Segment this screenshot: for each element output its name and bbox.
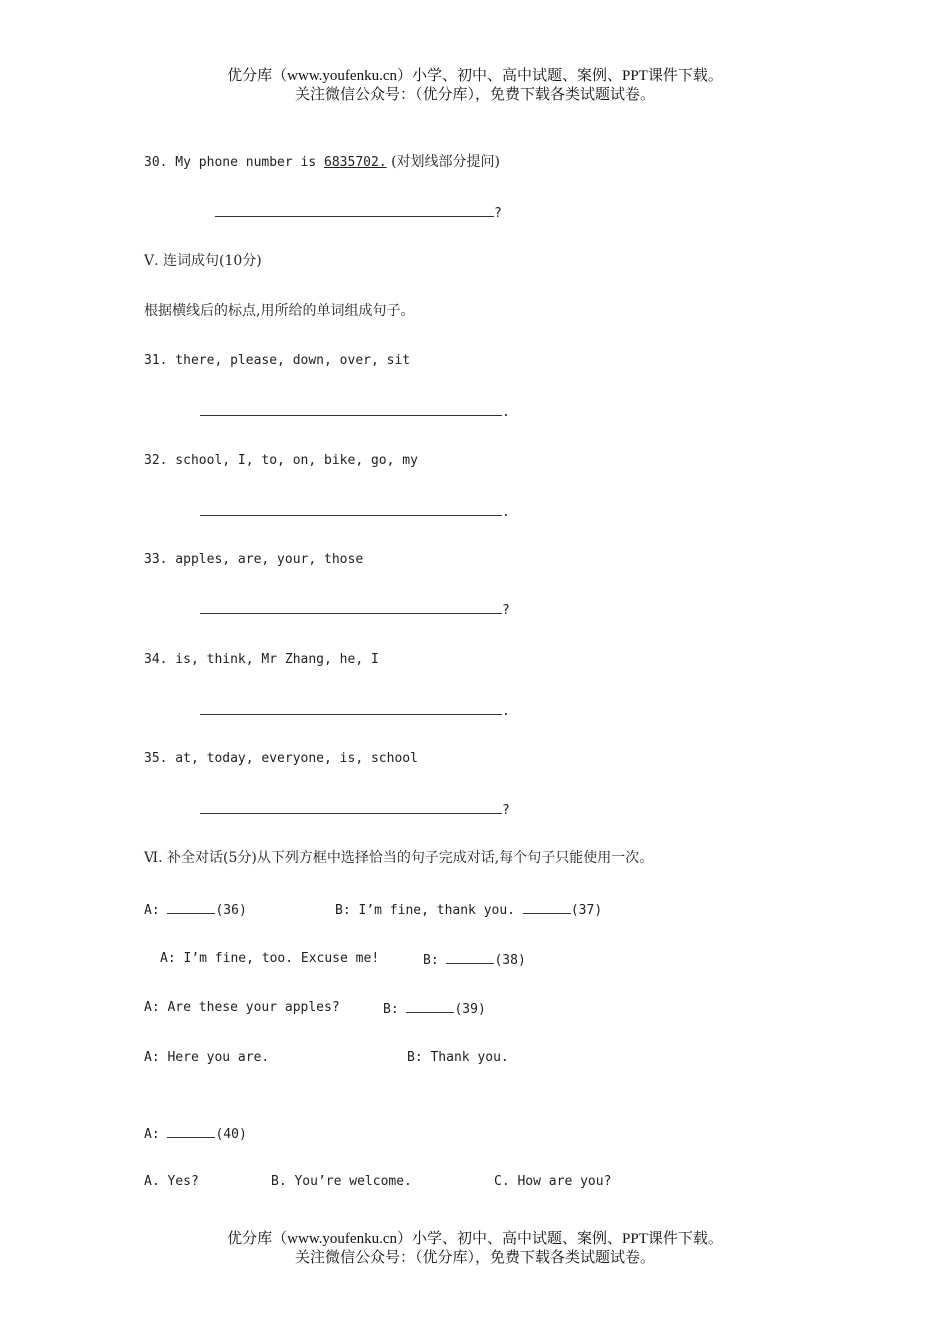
answer-line-31[interactable] xyxy=(200,402,510,422)
option-a: A. Yes? xyxy=(144,1174,199,1189)
dialogue-blank-37[interactable] xyxy=(523,900,571,914)
speaker-label: A: xyxy=(144,1127,168,1142)
blank-number: (40) xyxy=(215,1127,247,1142)
end-mark: ? xyxy=(502,603,510,618)
answer-blank[interactable] xyxy=(200,402,502,416)
answer-blank[interactable] xyxy=(200,502,502,516)
question-32: 32. school, I, to, on, bike, go, my xyxy=(144,453,418,468)
speaker-label: B: xyxy=(383,1002,407,1017)
dialogue-blank-36[interactable] xyxy=(167,900,215,914)
answer-blank[interactable] xyxy=(215,203,494,217)
blank-number: (37) xyxy=(570,903,603,918)
end-mark: . xyxy=(502,405,510,420)
end-mark: ? xyxy=(502,803,510,818)
end-mark: ? xyxy=(494,206,502,221)
dialogue-line-4a: A: Here you are. xyxy=(144,1050,270,1065)
answer-blank[interactable] xyxy=(200,701,502,715)
dialogue-line-2b xyxy=(423,950,526,970)
footer-line-2: 关注微信公众号：（优分库），免费下载各类试题试卷。 xyxy=(294,1250,655,1266)
speaker-label: B: xyxy=(423,953,447,968)
dialogue-text: B: I’m fine, thank you. xyxy=(335,903,523,918)
dialogue-line-4b: B: Thank you. xyxy=(407,1050,509,1065)
question-35: 35. at, today, everyone, is, school xyxy=(144,751,418,766)
question-30-suffix: (对划线部分提问) xyxy=(386,154,501,170)
answer-blank[interactable] xyxy=(200,600,502,614)
section-5-instruction: 根据横线后的标点,用所给的单词组成句子。 xyxy=(144,303,415,319)
end-mark: . xyxy=(502,505,510,520)
dialogue-line-1b xyxy=(335,900,602,920)
question-30-underlined: 6835702. xyxy=(324,155,387,170)
dialogue-blank-40[interactable] xyxy=(167,1124,215,1138)
end-mark: . xyxy=(502,704,510,719)
question-33: 33. apples, are, your, those xyxy=(144,552,364,567)
answer-line-34[interactable] xyxy=(200,701,510,721)
dialogue-line-3b xyxy=(383,999,486,1019)
page-footer xyxy=(0,1230,950,1268)
header-line-2: 关注微信公众号：（优分库），免费下载各类试题试卷。 xyxy=(294,87,655,103)
option-b: B. You’re welcome. xyxy=(271,1174,412,1189)
section-5-title: Ⅴ. 连词成句(10分) xyxy=(144,253,262,269)
dialogue-line-5 xyxy=(144,1124,247,1144)
answer-line-30[interactable] xyxy=(215,203,502,223)
dialogue-line-2a: A: I’m fine, too. Excuse me! xyxy=(160,951,380,966)
header-line-1: 优分库（www.youfenku.cn）小学、初中、高中试题、案例、PPT课件下载。 xyxy=(227,68,723,84)
dialogue-line-1a xyxy=(144,900,247,920)
answer-line-32[interactable] xyxy=(200,502,510,522)
answer-blank[interactable] xyxy=(200,800,502,814)
speaker-label: A: xyxy=(144,903,168,918)
question-30-prefix: 30. My phone number is xyxy=(144,155,325,170)
page-header xyxy=(0,67,950,105)
dialogue-blank-38[interactable] xyxy=(446,950,494,964)
blank-number: (38) xyxy=(494,953,526,968)
question-34: 34. is, think, Mr Zhang, he, I xyxy=(144,652,379,667)
question-31: 31. there, please, down, over, sit xyxy=(144,353,411,368)
dialogue-line-3a: A: Are these your apples? xyxy=(144,1000,340,1015)
blank-number: (39) xyxy=(454,1002,486,1017)
question-30 xyxy=(144,153,500,172)
dialogue-blank-39[interactable] xyxy=(406,999,454,1013)
option-c: C. How are you? xyxy=(494,1174,612,1189)
answer-line-35[interactable] xyxy=(200,800,510,820)
section-6-title: Ⅵ. 补全对话(5分)从下列方框中选择恰当的句子完成对话,每个句子只能使用一次。 xyxy=(144,850,654,866)
footer-line-1: 优分库（www.youfenku.cn）小学、初中、高中试题、案例、PPT课件下载。 xyxy=(227,1231,723,1247)
answer-line-33[interactable] xyxy=(200,600,510,620)
blank-number: (36) xyxy=(215,903,247,918)
